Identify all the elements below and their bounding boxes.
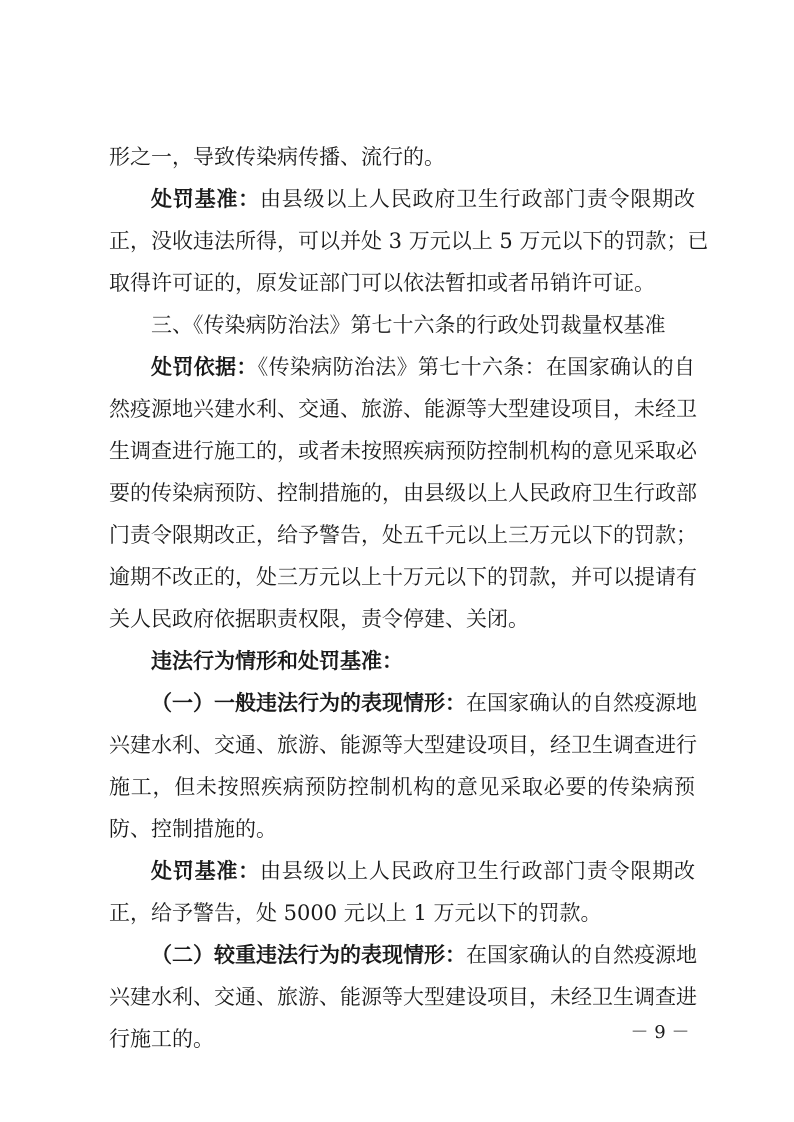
line-bold-prefix: 处罚基准： (151, 187, 260, 211)
line-text: 兴建水利、交通、旅游、能源等大型建设项目，未经卫生调查进 (109, 985, 697, 1009)
text-line (109, 262, 695, 304)
text-line (109, 220, 709, 262)
line-text: 行施工的。 (109, 1027, 214, 1051)
text-line (109, 724, 695, 766)
line-text: 由县级以上人民政府卫生行政部门责令限期改 (259, 187, 696, 211)
text-line (109, 430, 695, 472)
line-bold-prefix: 处罚依据： (151, 355, 258, 379)
line-text: 正，给予警告，处 5000 元以上 1 万元以下的罚款。 (109, 901, 602, 925)
text-line (109, 976, 695, 1018)
line-text: 关人民政府依据职责权限，责令停建、关闭。 (109, 607, 529, 631)
text-line (109, 346, 695, 388)
text-line (109, 1018, 695, 1060)
line-text: 施工，但未按照疾病预防控制机构的意见采取必要的传染病预 (109, 775, 695, 799)
line-text: 取得许可证的，原发证部门可以依法暂扣或者吊销许可证。 (109, 271, 655, 295)
line-bold-prefix: 处罚基准： (151, 859, 260, 883)
text-line (109, 850, 695, 892)
text-line (109, 808, 695, 850)
text-line (109, 892, 695, 934)
line-text: 生调查进行施工的，或者未按照疾病预防控制机构的意见采取必 (109, 439, 697, 463)
document-body (109, 136, 709, 1060)
text-line (109, 178, 695, 220)
line-text: 兴建水利、交通、旅游、能源等大型建设项目，经卫生调查进行 (109, 733, 697, 757)
text-line (109, 598, 695, 640)
line-text: 由县级以上人民政府卫生行政部门责令限期改 (259, 859, 696, 883)
line-text: 要的传染病预防、控制措施的，由县级以上人民政府卫生行政部 (109, 481, 697, 505)
text-line (109, 934, 695, 976)
line-text: 形之一，导致传染病传播、流行的。 (109, 145, 445, 169)
line-text: 在国家确认的自然疫源地 (466, 691, 697, 715)
text-line (109, 472, 695, 514)
text-line (109, 640, 695, 682)
line-bold-prefix: 违法行为情形和处罚基准： (151, 649, 403, 673)
line-text: 在国家确认的自然疫源地 (466, 943, 697, 967)
line-bold-prefix: （一）一般违法行为的表现情形： (151, 691, 466, 715)
text-line (109, 514, 695, 556)
line-text: 然疫源地兴建水利、交通、旅游、能源等大型建设项目，未经卫 (109, 397, 697, 421)
text-line (109, 682, 695, 724)
line-bold-prefix: （二）较重违法行为的表现情形： (151, 943, 466, 967)
text-line (109, 304, 695, 346)
page-number: － 9 － (630, 1022, 690, 1043)
text-line (109, 136, 695, 178)
line-text: 三、《传染病防治法》第七十六条的行政处罚裁量权基准 (151, 313, 666, 337)
line-text: 逾期不改正的，处三万元以上十万元以下的罚款，并可以提请有 (109, 565, 697, 589)
text-line (109, 388, 695, 430)
line-text: 正，没收违法所得，可以并处 3 万元以上 5 万元以下的罚款；已 (109, 229, 709, 253)
line-text: 门责令限期改正，给予警告，处五千元以上三万元以下的罚款； (109, 523, 697, 547)
text-line (109, 556, 695, 598)
line-text: 防、控制措施的。 (109, 817, 277, 841)
text-line (109, 766, 695, 808)
line-text: 《传染病防治法》第七十六条：在国家确认的自 (257, 355, 696, 379)
